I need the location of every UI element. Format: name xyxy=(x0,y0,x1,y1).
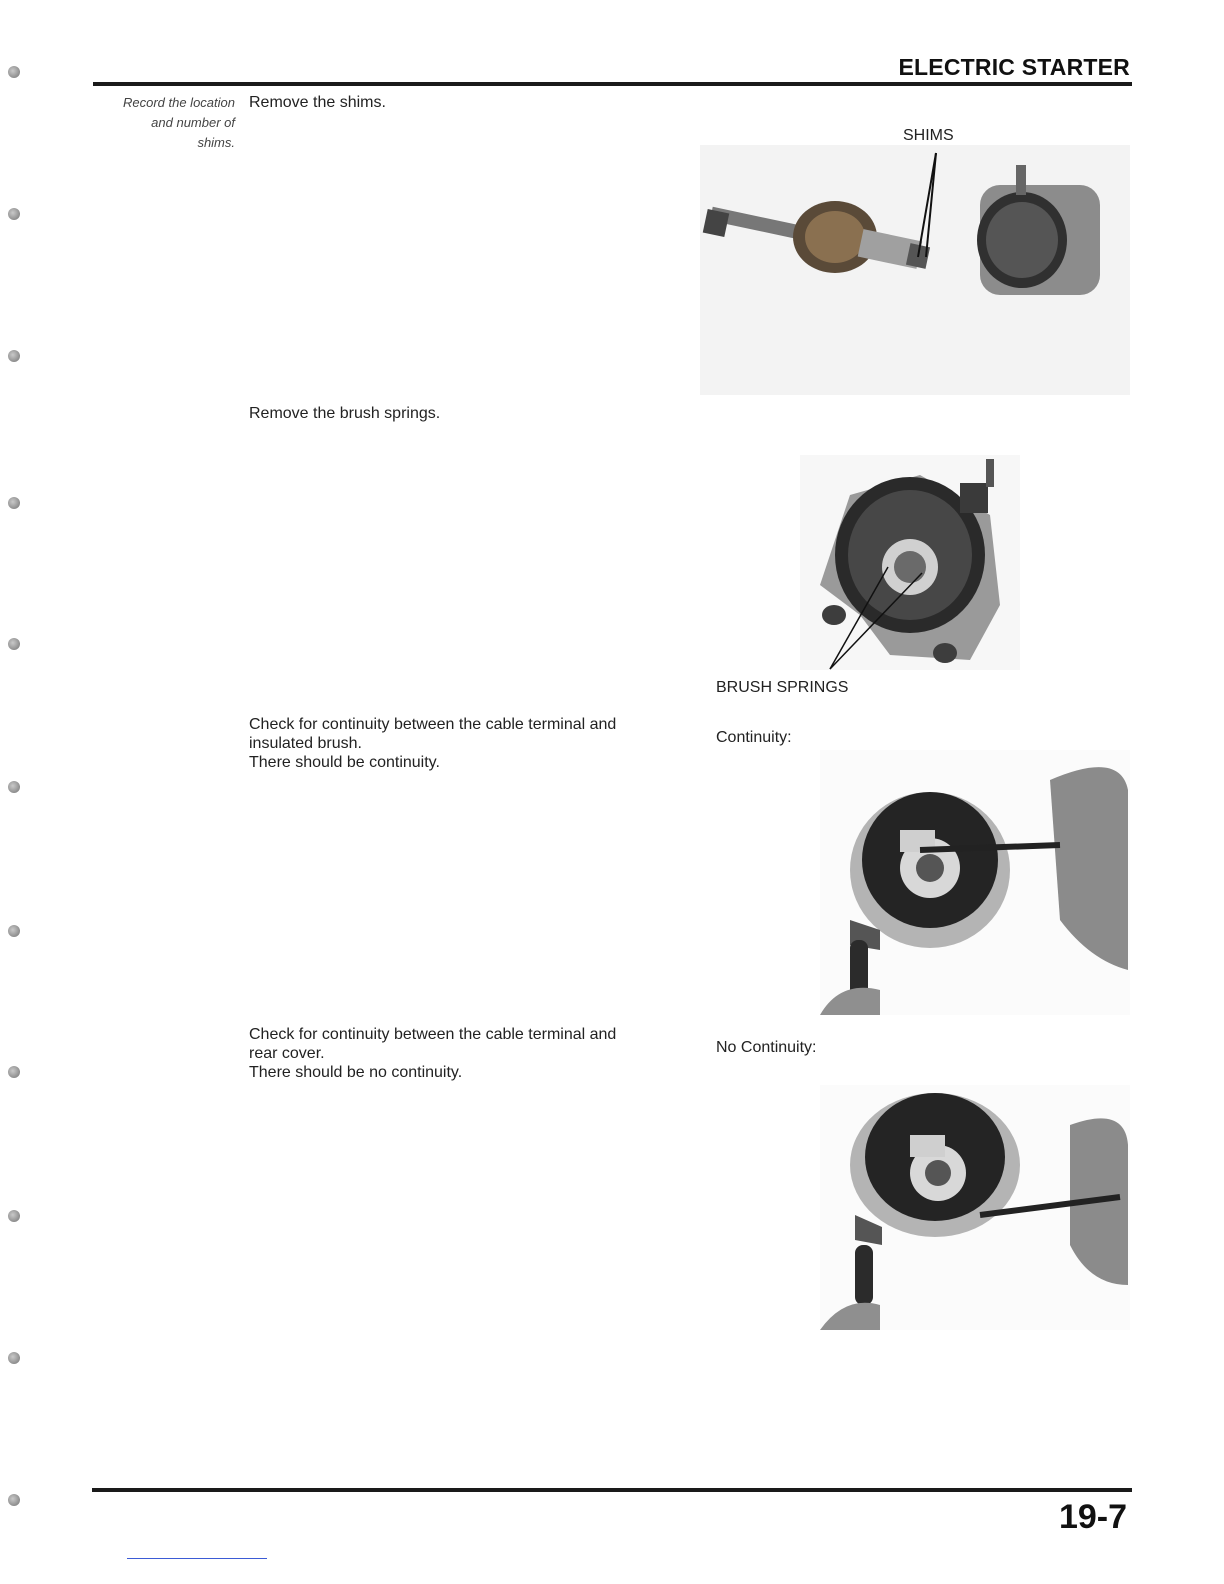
section-title: ELECTRIC STARTER xyxy=(898,54,1130,80)
footer-link-underline xyxy=(127,1558,267,1559)
binder-hole-icon xyxy=(8,1210,20,1222)
brush-springs-photo xyxy=(800,455,1020,670)
header-rule xyxy=(93,82,1132,86)
step-continuity-check: Check for continuity between the cable terminal and insulated brush. There should be continuity. xyxy=(249,716,617,771)
binder-hole-icon xyxy=(8,638,20,650)
binder-hole-icon xyxy=(8,781,20,793)
side-note: Record the location and number of shims. xyxy=(122,95,235,150)
no-continuity-test-photo xyxy=(820,1085,1130,1330)
step-remove-springs: Remove the brush springs. xyxy=(249,405,441,422)
no-continuity-label: No Continuity: xyxy=(716,1039,817,1056)
binder-hole-icon xyxy=(8,1066,20,1078)
binder-hole-icon xyxy=(8,1352,20,1364)
footer-rule xyxy=(92,1488,1132,1492)
binder-hole-icon xyxy=(8,497,20,509)
page-number: 19-7 xyxy=(1058,1498,1127,1536)
brush-springs-label: BRUSH SPRINGS xyxy=(716,679,849,696)
step-remove-shims: Remove the shims. xyxy=(249,94,386,111)
binder-hole-icon xyxy=(8,1494,20,1506)
binder-hole-icon xyxy=(8,66,20,78)
continuity-label: Continuity: xyxy=(716,729,792,746)
armature-photo xyxy=(700,145,1130,395)
binder-hole-icon xyxy=(8,350,20,362)
shims-label: SHIMS xyxy=(903,127,954,144)
continuity-test-photo xyxy=(820,750,1130,1015)
step-no-continuity-check: Check for continuity between the cable terminal and rear cover. There should be no continuity. xyxy=(249,1026,617,1081)
binder-hole-icon xyxy=(8,208,20,220)
binder-hole-icon xyxy=(8,925,20,937)
